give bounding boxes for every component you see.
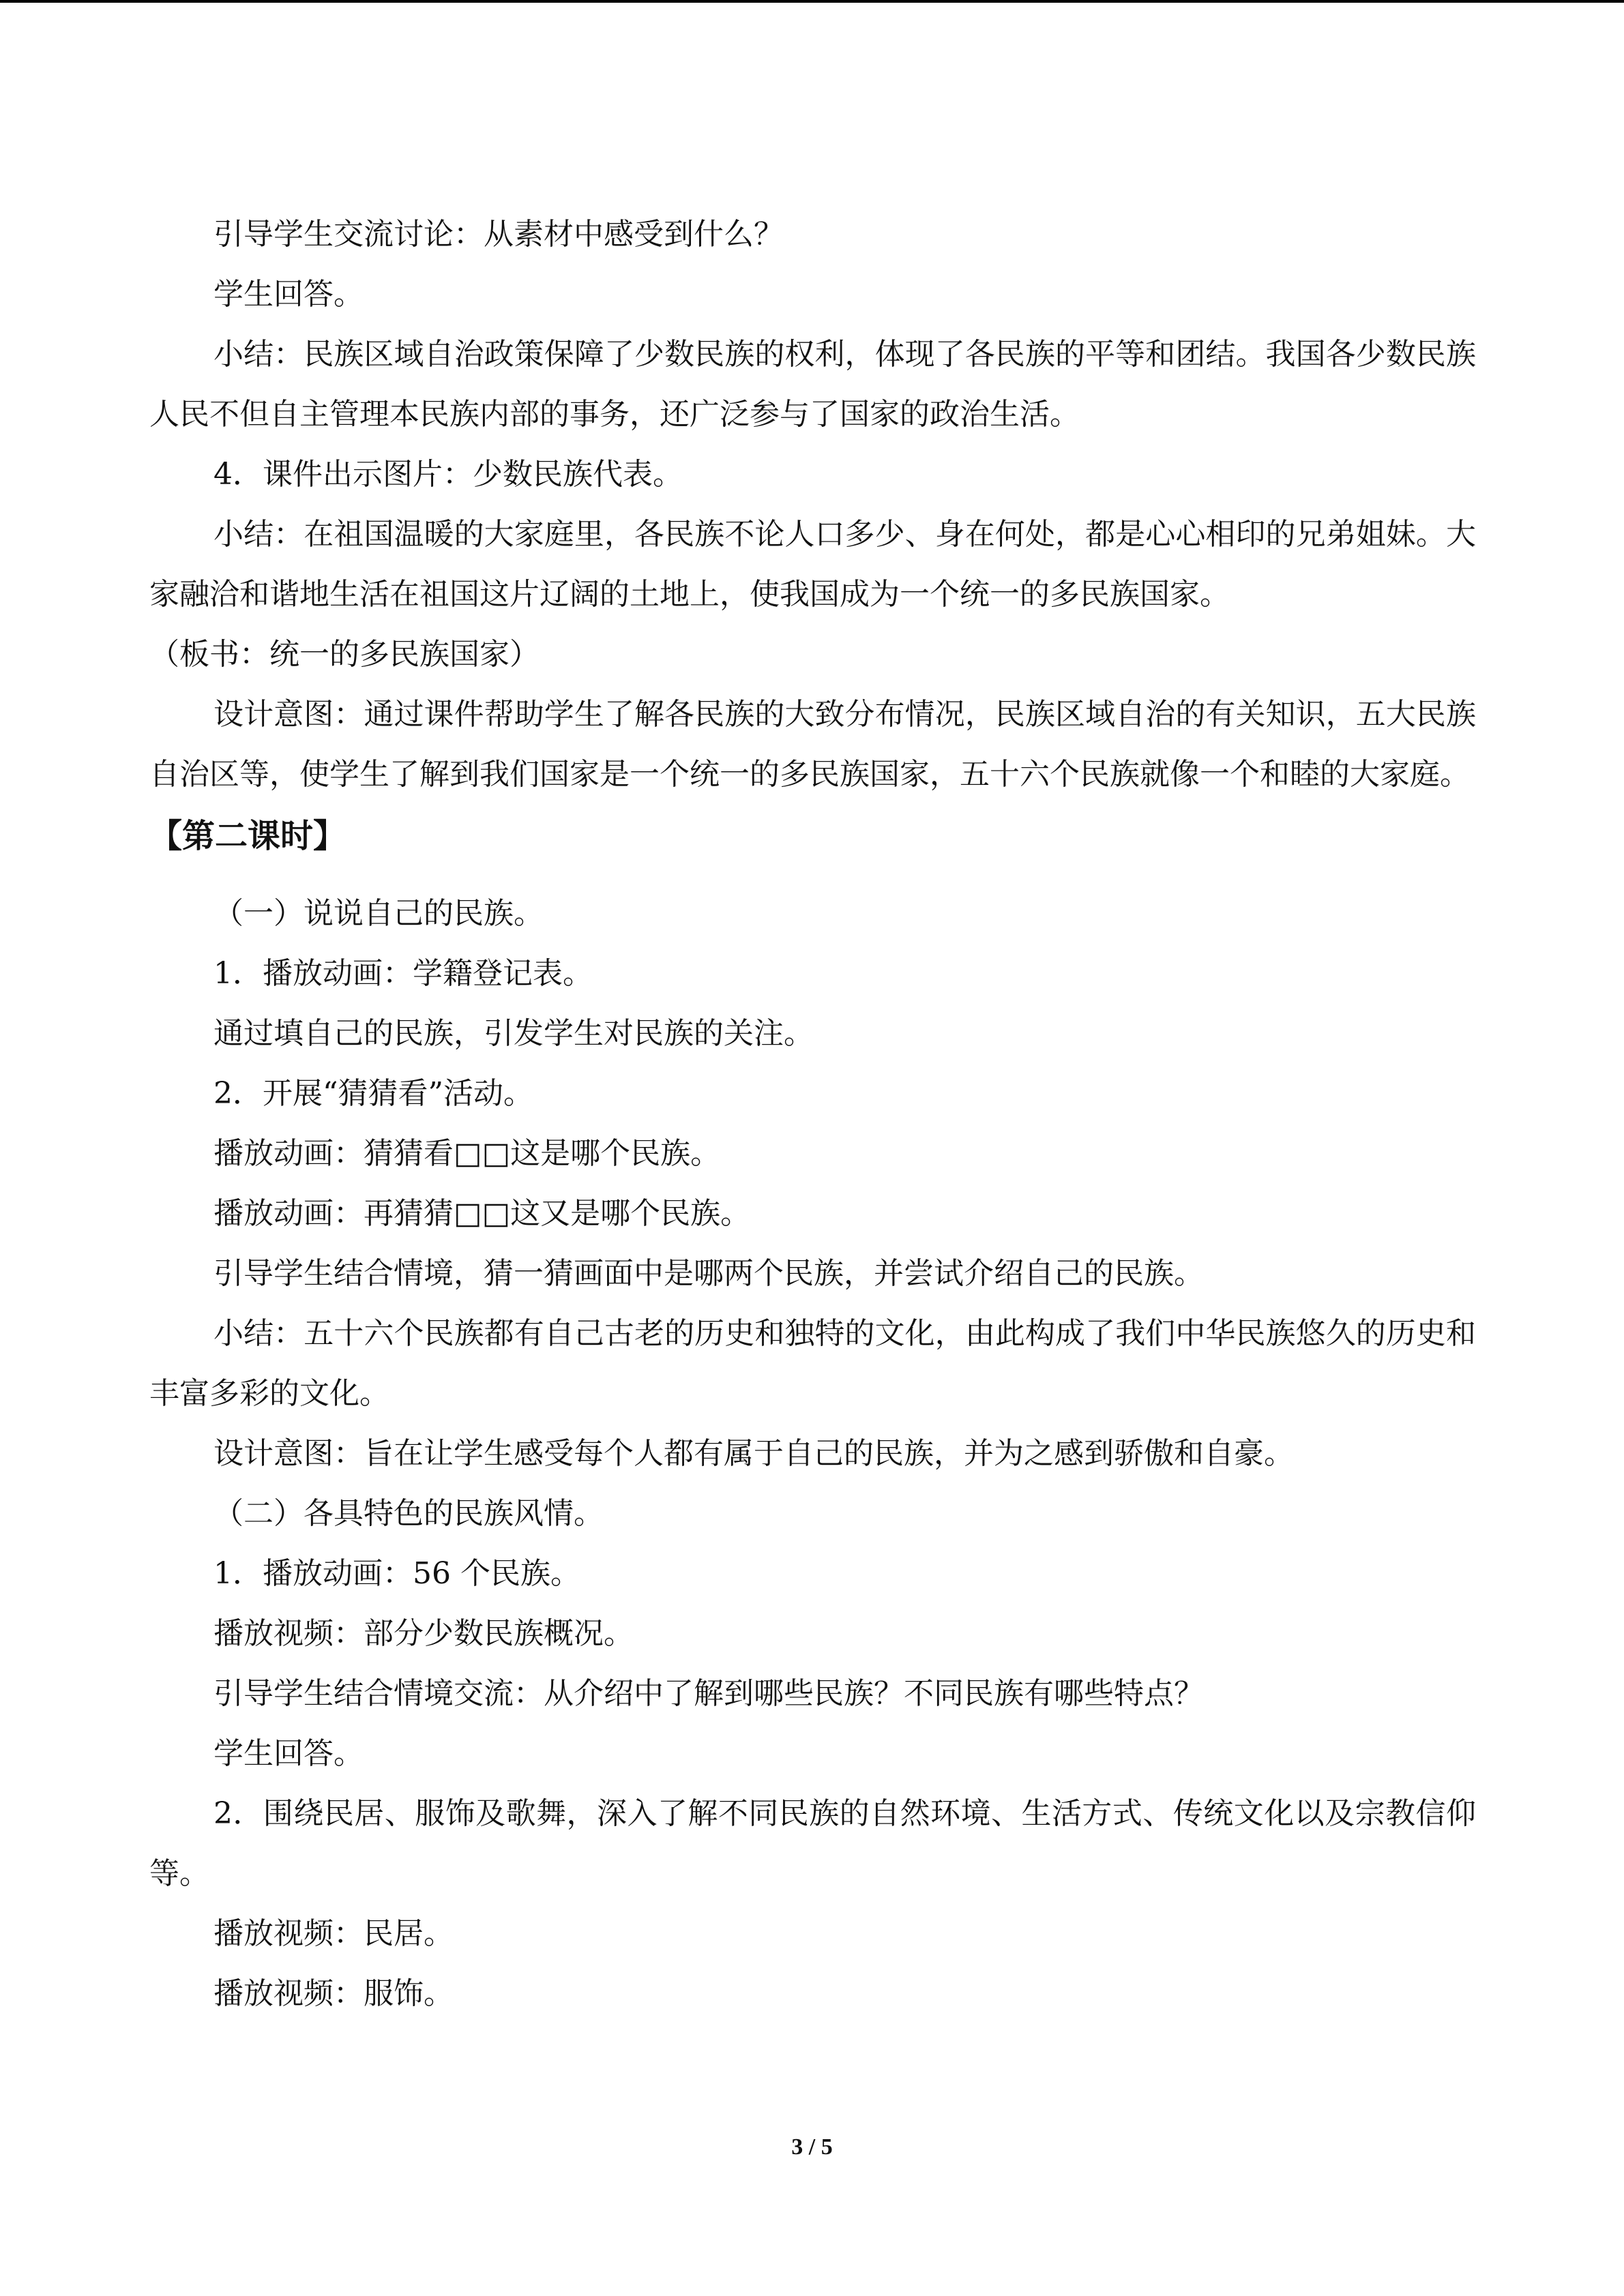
paragraph: 播放视频：民居。: [213, 1916, 454, 1951]
paragraph: 1．播放动画：学籍登记表。: [213, 956, 593, 991]
paragraph: （板书：统一的多民族国家）: [149, 637, 540, 672]
paragraph: 设计意图：通过课件帮助学生了解各民族的大致分布情况，民族区域自治的有关知识，五大民族自治区等，使学生了解到我们国家是一个统一的多民族国家，五十六个民族就像一个和睦的大家庭。: [149, 697, 1476, 792]
paragraph: （一）说说自己的民族。: [213, 896, 544, 931]
page-number: 3 / 5: [791, 2134, 833, 2160]
paragraph: 小结：民族区域自治政策保障了少数民族的权利，体现了各民族的平等和团结。我国各少数民族人民不但自主管理本民族内部的事务，还广泛参与了国家的政治生活。: [149, 337, 1476, 432]
paragraph: 引导学生结合情境，猜一猜画面中是哪两个民族，并尝试介绍自己的民族。: [213, 1256, 1204, 1291]
paragraph: 播放视频：部分少数民族概况。: [213, 1616, 634, 1651]
paragraph: 2．围绕民居、服饰及歌舞，深入了解不同民族的自然环境、生活方式、传统文化以及宗教信仰等。: [149, 1796, 1476, 1891]
paragraph: 播放动画：猜猜看□□这是哪个民族。: [213, 1136, 721, 1171]
document-body: [149, 205, 1476, 2024]
paragraph: 播放动画：再猜猜□□这又是哪个民族。: [213, 1196, 751, 1231]
paragraph: 学生回答。: [213, 1736, 364, 1771]
paragraph: 小结：五十六个民族都有自己古老的历史和独特的文化，由此构成了我们中华民族悠久的历史和丰富多彩的文化。: [149, 1316, 1476, 1411]
paragraph: 引导学生结合情境交流：从介绍中了解到哪些民族？不同民族有哪些特点？: [213, 1676, 1204, 1711]
paragraph: 1．播放动画：56 个民族。: [213, 1556, 580, 1591]
paragraph: （二）各具特色的民族风情。: [213, 1496, 604, 1531]
section-heading: 【第二课时】: [149, 817, 346, 855]
paragraph: 小结：在祖国温暖的大家庭里，各民族不论人口多少、身在何处，都是心心相印的兄弟姐妹。大家融洽和谐地生活在祖国这片辽阔的土地上，使我国成为一个统一的多民族国家。: [149, 517, 1476, 612]
top-border-line: [0, 0, 1624, 3]
paragraph: 4．课件出示图片：少数民族代表。: [213, 457, 683, 492]
paragraph: 通过填自己的民族，引发学生对民族的关注。: [213, 1016, 814, 1051]
paragraph: 设计意图：旨在让学生感受每个人都有属于自己的民族，并为之感到骄傲和自豪。: [213, 1436, 1294, 1471]
paragraph: 学生回答。: [213, 277, 364, 312]
paragraph: 播放视频：服饰。: [213, 1976, 454, 2011]
paragraph: 2．开展“猜猜看”活动。: [213, 1076, 533, 1111]
paragraph: 引导学生交流讨论：从素材中感受到什么？: [213, 217, 784, 252]
